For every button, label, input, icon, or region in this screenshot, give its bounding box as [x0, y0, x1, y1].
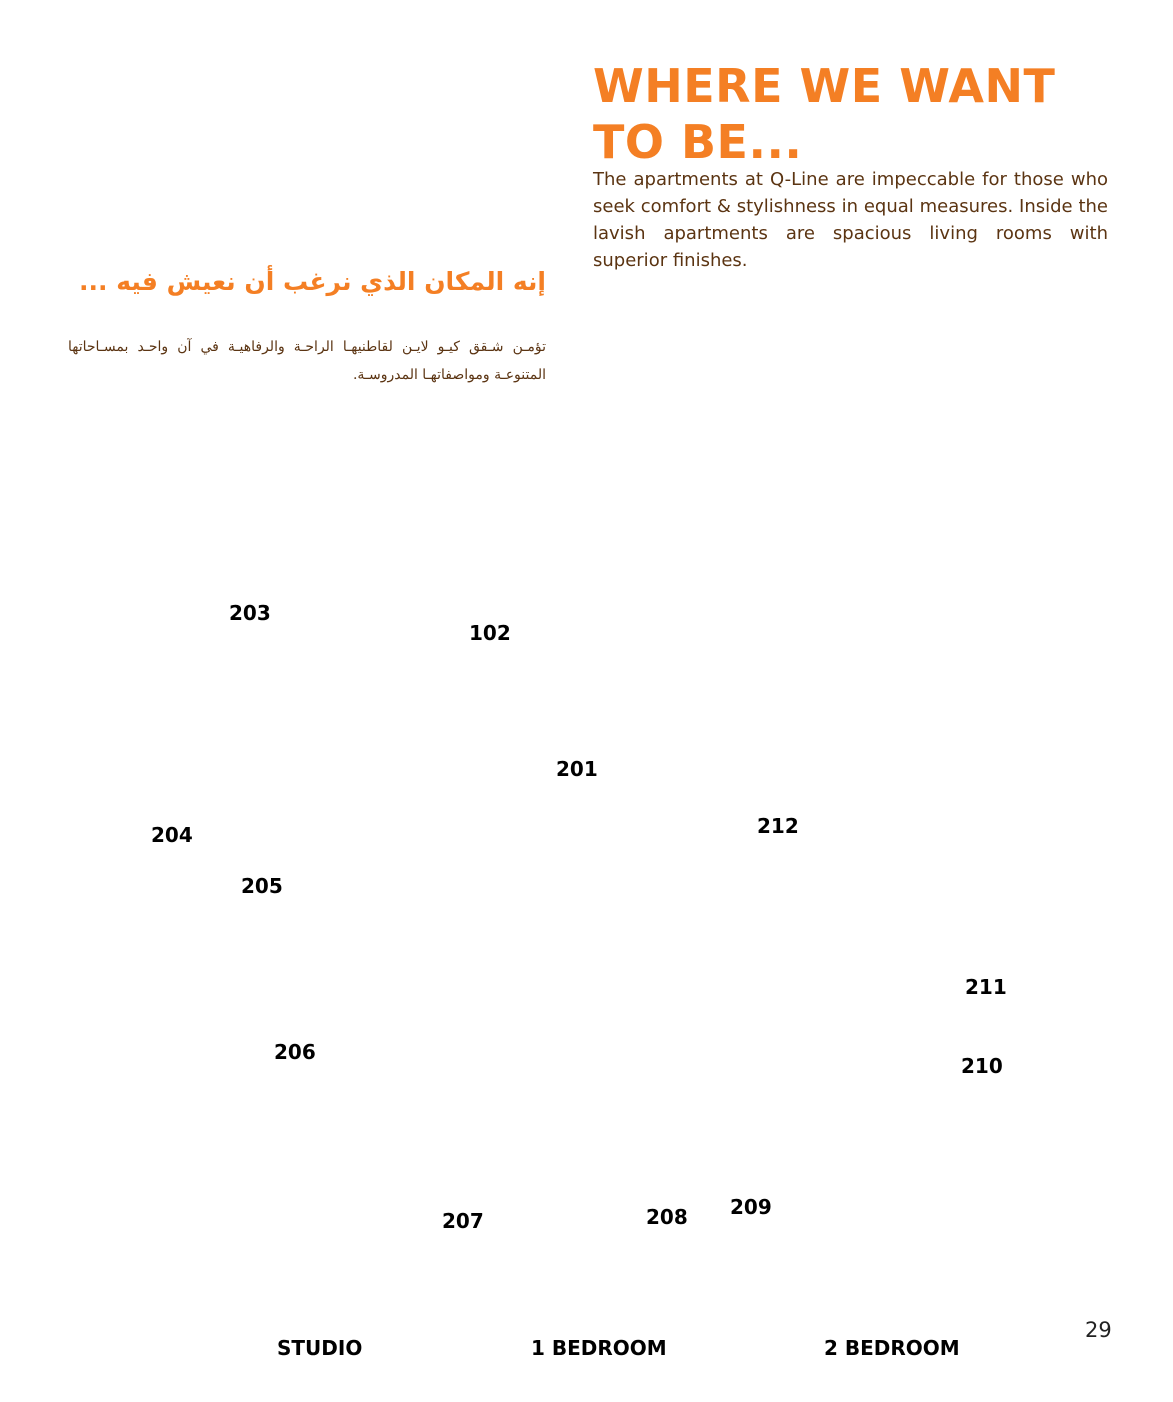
unit-label-210: 210 — [961, 1054, 1003, 1078]
intro-paragraph-english: The apartments at Q-Line are impeccable for those who seek comfort & stylishness in equal measures. Inside the lavish apartments are spacious living rooms with superior finishes. — [593, 169, 1108, 271]
intro-paragraph-arabic: تؤمـن شـقق كيـو لايـن لقاطنيهـا الراحـة والرفاهيـة في آن واحـد بمسـاحاتها المتنوعـة ومواصفاتهـا المدروسـة. — [68, 339, 546, 383]
unit-label-211: 211 — [965, 975, 1007, 999]
unit-label-201: 201 — [556, 757, 598, 781]
legend-1-bedroom: 1 BEDROOM — [531, 1336, 667, 1360]
unit-label-206: 206 — [274, 1040, 316, 1064]
page-number: 29 — [1085, 1318, 1112, 1342]
legend-2-bedroom: 2 BEDROOM — [824, 1336, 960, 1360]
unit-label-212: 212 — [757, 814, 799, 838]
unit-label-205: 205 — [241, 874, 283, 898]
unit-label-208: 208 — [646, 1205, 688, 1229]
unit-label-209: 209 — [730, 1195, 772, 1219]
unit-label-207: 207 — [442, 1209, 484, 1233]
unit-label-204: 204 — [151, 823, 193, 847]
unit-label-102: 102 — [469, 621, 511, 645]
unit-label-203: 203 — [229, 601, 271, 625]
page-heading-arabic: إنه المكان الذي نرغب أن نعيش فيه ... — [79, 267, 546, 296]
legend-studio: STUDIO — [277, 1336, 363, 1360]
page-heading: WHERE WE WANT TO BE... — [593, 59, 1056, 169]
